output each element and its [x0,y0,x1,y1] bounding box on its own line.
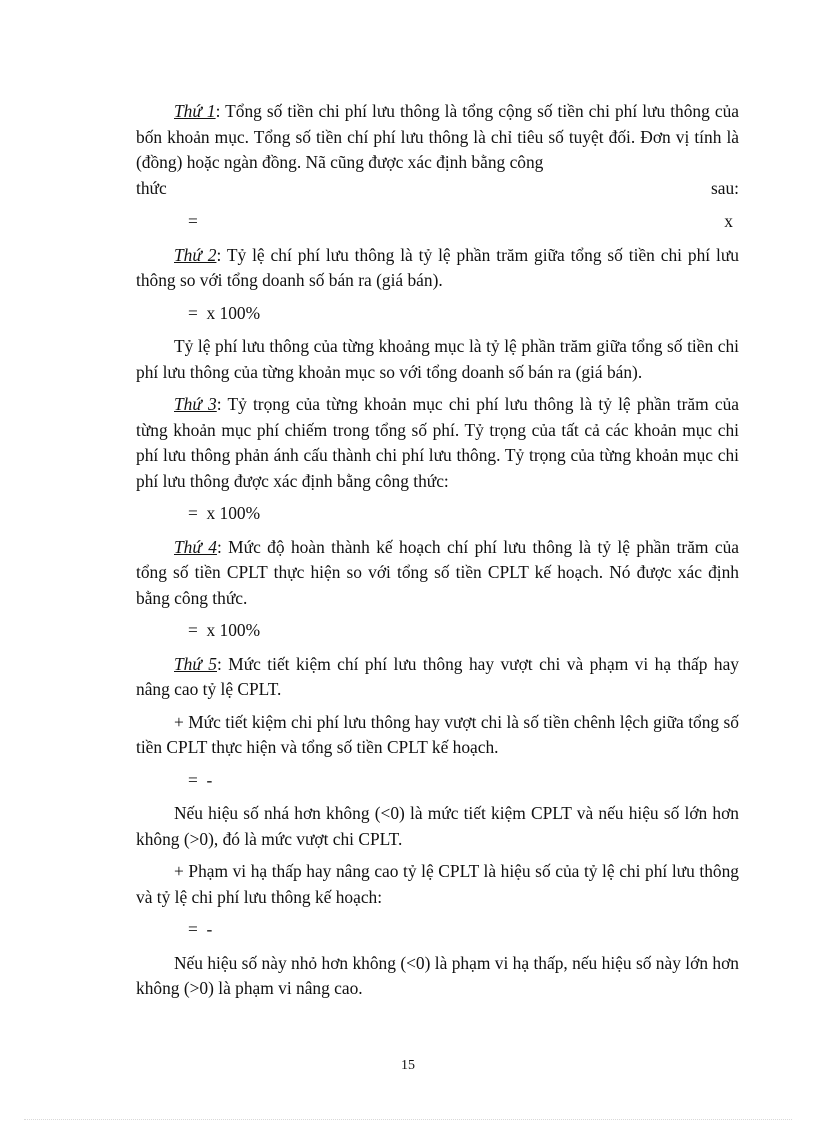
page-bottom-divider [24,1119,792,1120]
paragraph-neu-hieu-so-2: Nếu hiệu số này nhỏ hơn không (<0) là phạm vi hạ thấp, nếu hiệu số này lớn hơn không (>0) là phạm vi nâng cao. [136,952,739,998]
paragraph-neu-hieu-so-1: Nếu hiệu số nhá hơn không (<0) là mức tiết kiệm CPLT và nếu hiệu số lớn hơn không (>0), đó là mức vượt chi CPLT. [136,803,739,849]
paragraph-muc-tiet-kiem: + Mức tiết kiệm chi phí lưu thông hay vượt chi là số tiền chênh lệch giữa tổng số tiền CPLT thực hiện và tổng số tiền CPLT kế hoạch. [136,711,739,757]
paragraph-text: : Mức tiết kiệm chí phí lưu thông hay vượt chi và phạm vi hạ thấp hay nâng cao tỷ lệ CPLT. [136,653,739,699]
paragraph-thu-5 [136,652,739,703]
formula-equals: = [188,211,198,231]
paragraph-label: Thứ 5 [174,653,217,674]
document-body [136,99,739,1009]
paragraph-text: : Tổng số tiền chi phí lưu thông là tổng cộng số tiền chi phí lưu thông của bốn khoản mục. Tổng số tiền chí phí lưu thông là chỉ tiêu số tuyệt đối. Đơn vị tính là (đồng) hoặc ngàn đồng. Nã cũng được xác định bằng công [136,101,739,172]
formula-1 [188,209,739,235]
paragraph-label: Thứ 3 [174,394,217,414]
formula-4: = x 100% [188,620,261,640]
paragraph-text: : Tỷ lệ chí phí lưu thông là tỷ lệ phần trăm giữa tổng số tiền chi phí lưu thông so với tổng doanh số bán ra (giá bán). [136,244,739,290]
paragraph-label: Thứ 2 [174,244,217,265]
justified-last-line [136,176,739,202]
formula-multiply: x [724,211,733,231]
page-number: 15 [401,1058,415,1073]
formula-5: = - [188,769,213,790]
paragraph-thu-1 [136,99,739,176]
paragraph-thu-3 [136,392,739,494]
paragraph-ty-le-phi: Tỷ lệ phí lưu thông của từng khoảng mục là tỷ lệ phần trăm giữa tổng số tiền chi phí lưu thông của từng khoản mục so với tổng doanh số bán ra (giá bán). [136,336,739,382]
paragraph-pham-vi: + Phạm vi hạ thấp hay nâng cao tỷ lệ CPLT là hiệu số của tỷ lệ chi phí lưu thông và tỷ lệ chi phí lưu thông kế hoạch: [136,861,739,907]
paragraph-label: Thứ 4 [174,536,217,557]
paragraph-text: : Mức độ hoàn thành kế hoạch chí phí lưu thông là tỷ lệ phần trăm của tổng số tiền CPLT thực hiện so với tổng số tiền CPLT kế hoạch. Nó được xác định bằng công thức. [136,536,739,608]
formula-6: = - [188,919,213,939]
paragraph-label: Thứ 1 [174,101,216,121]
paragraph-thu-2 [136,243,739,294]
paragraph-thu-4 [136,535,739,612]
line-right-word: sau: [710,177,739,198]
paragraph-text: : Tỷ trọng của từng khoản mục chi phí lưu thông là tỷ lệ phần trăm của từng khoản mục phí chiếm trong tổng số phí. Tỷ trọng của tất cả các khoản mục chi phí lưu thông phản ánh cấu thành chi phí lưu thông. Tỷ trọng của từng khoản mục chi phí lưu thông được xác định bằng công thức: [136,394,740,491]
line-left-word: thức [136,177,167,198]
formula-2: = x 100% [188,302,261,323]
formula-3: = x 100% [188,503,261,523]
